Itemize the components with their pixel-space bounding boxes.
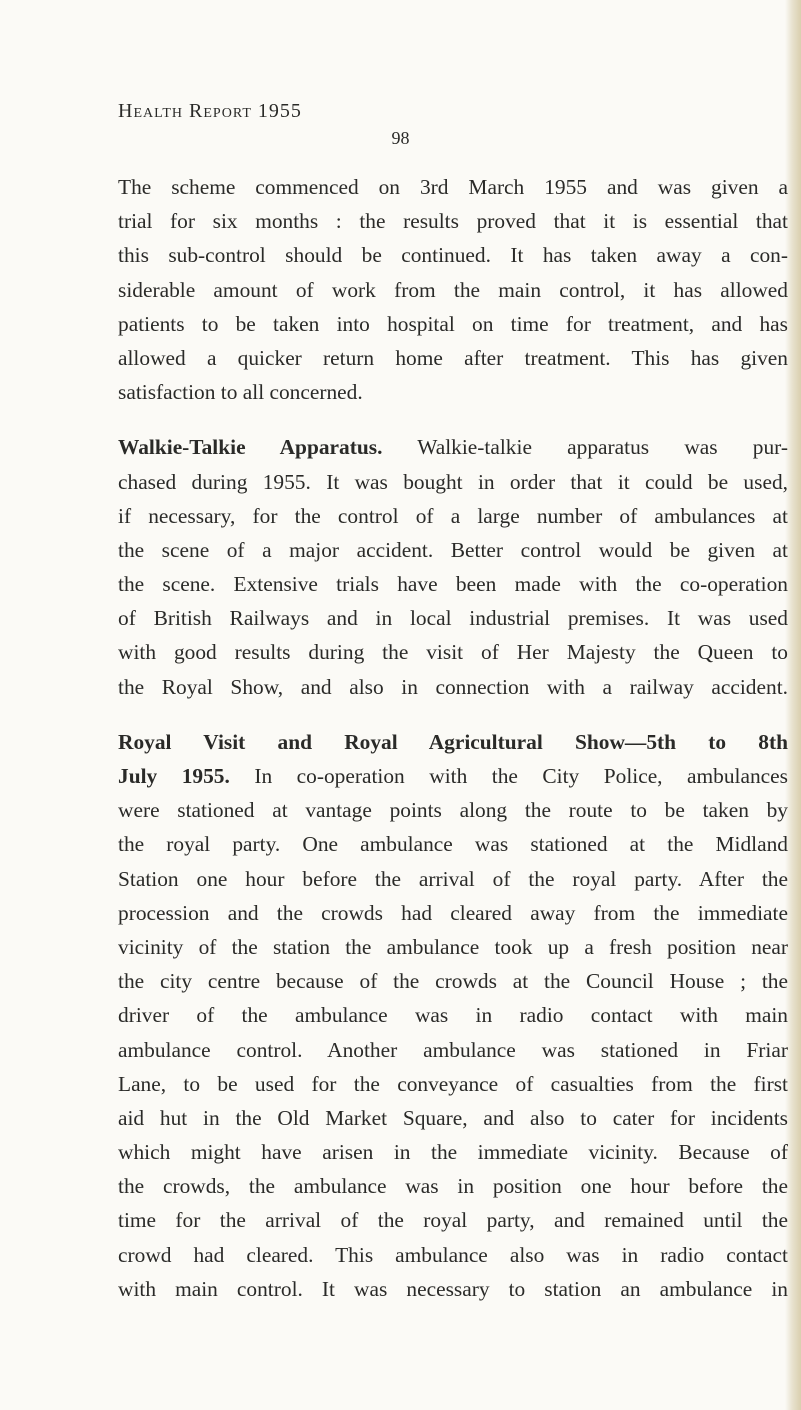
- text-run: Walkie-talkie apparatus was pur-: [382, 435, 788, 460]
- text-line: the royal party. One ambulance was stationed at the Midland: [118, 832, 788, 857]
- text-line: satisfaction to all concerned.: [118, 380, 363, 405]
- text-line: ambulance control. Another ambulance was stationed in Friar: [118, 1037, 788, 1062]
- paragraph-walkie-talkie: [118, 430, 788, 704]
- text-line: the city centre because of the crowds at the Council House ; the: [118, 969, 788, 994]
- text-line: the scene of a major accident. Better control would be given at: [118, 537, 788, 562]
- text-line: time for the arrival of the royal party, and remained until the: [118, 1208, 788, 1233]
- paragraph-royal-visit: [118, 725, 788, 1306]
- text-line: [118, 430, 788, 464]
- text-line: Station one hour before the arrival of the royal party. After the: [118, 866, 788, 891]
- text-line: The scheme commenced on 3rd March 1955 and was given a: [118, 175, 788, 199]
- text-run: In co-operation with the City Police, ambulances: [229, 764, 788, 788]
- text-line: with main control. It was necessary to station an ambulance in: [118, 1276, 788, 1301]
- paragraph-sub-control: [118, 170, 788, 409]
- text-line: allowed a quicker return home after treatment. This has given: [118, 345, 788, 370]
- text-line: patients to be taken into hospital on time for treatment, and has: [118, 311, 788, 336]
- body-text: [118, 170, 788, 1327]
- text-line: if necessary, for the control of a large number of ambulances at: [118, 503, 788, 528]
- text-line: this sub-control should be continued. It has taken away a con-: [118, 243, 788, 268]
- text-line: procession and the crowds had cleared away from the immediate: [118, 900, 788, 925]
- text-line: driver of the ambulance was in radio contact with main: [118, 1003, 788, 1028]
- text-line: aid hut in the Old Market Square, and also to cater for incidents: [118, 1105, 788, 1130]
- text-line: were stationed at vantage points along the route to be taken by: [118, 798, 788, 823]
- section-heading: July 1955.: [118, 764, 230, 788]
- section-heading: Walkie-Talkie Apparatus.: [118, 435, 383, 460]
- running-head: Health Report 1955: [118, 100, 302, 122]
- text-line: siderable amount of work from the main control, it has allowed: [118, 277, 788, 302]
- text-line: [118, 759, 788, 793]
- text-line: the Royal Show, and also in connection with a railway accident.: [118, 674, 788, 699]
- text-line: of British Railways and in local industrial premises. It was used: [118, 606, 788, 631]
- text-line: trial for six months : the results proved that it is essential that: [118, 209, 788, 234]
- text-line: the crowds, the ambulance was in position one hour before the: [118, 1174, 788, 1199]
- text-line: the scene. Extensive trials have been made with the co-operation: [118, 572, 788, 597]
- text-line: chased during 1955. It was bought in order that it could be used,: [118, 469, 788, 494]
- page-number: 98: [391, 128, 410, 148]
- text-line: crowd had cleared. This ambulance also was in radio contact: [118, 1242, 788, 1267]
- section-heading: Royal Visit and Royal Agricultural Show—5th to 8th: [118, 729, 788, 754]
- text-line: Lane, to be used for the conveyance of casualties from the first: [118, 1071, 788, 1096]
- text-line: with good results during the visit of Her Majesty the Queen to: [118, 640, 788, 665]
- text-line: vicinity of the station the ambulance took up a fresh position near: [118, 934, 788, 959]
- text-line: which might have arisen in the immediate vicinity. Because of: [118, 1140, 788, 1165]
